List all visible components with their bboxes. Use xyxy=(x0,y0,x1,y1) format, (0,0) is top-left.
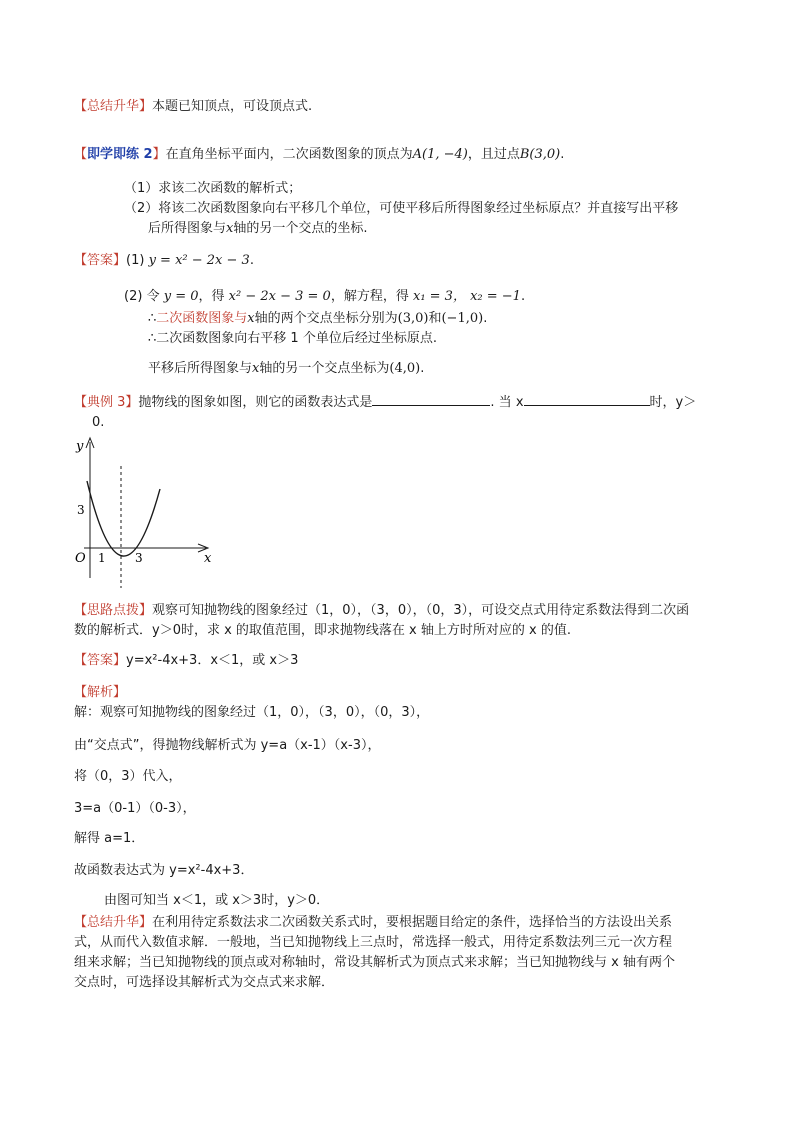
answer2-intersection-points: (3,0)和(−1,0) xyxy=(397,311,484,326)
answer2-l4-text-2: 轴的另一个交点坐标为 xyxy=(259,361,390,376)
hint-line-2: 数的解析式．y＞0时，求 x 的取值范围，即求抛物线落在 x 轴上方时所对应的 x 的值. xyxy=(74,623,571,638)
parabola-graph xyxy=(70,430,220,590)
answer2-line1 xyxy=(74,252,254,270)
example3-text-4: 0. xyxy=(92,415,105,430)
analysis-line-3: 将（0，3）代入， xyxy=(74,769,182,784)
practice-text-2: ，且过点 xyxy=(467,147,520,162)
y-intercept-label: 3 xyxy=(77,503,85,517)
answer2-l4-text-1: 平移后所得图象与 xyxy=(148,361,253,376)
practice-sub-question-2b xyxy=(148,220,368,238)
answer2-l4-x: x xyxy=(252,361,260,376)
therefore-symbol: ∴ xyxy=(148,331,157,346)
example3-text-3: 时，y＞ xyxy=(649,395,697,410)
answer-blank-expression[interactable] xyxy=(372,393,490,406)
answer3-text: y=x²-4x+3．x＜1，或 x＞3 xyxy=(126,653,299,668)
answer2-line3 xyxy=(148,310,487,328)
summary2-line-2: 式，从而代入数值求解．一般地，当已知抛物线上三点时，常选择一般式，用待定系数法列三元一次方程 xyxy=(74,935,673,950)
example3-tag: 【典例 3】 xyxy=(74,395,139,410)
answer2-line5 xyxy=(148,360,424,378)
point-b: B(3,0) xyxy=(519,147,561,162)
y-axis-label: y xyxy=(76,439,84,454)
answer3-line xyxy=(74,652,298,670)
answer2-l2-text-2: 轴的两个交点坐标分别为 xyxy=(254,311,398,326)
example3-text-1: 抛物线的图象如图，则它的函数表达式是 xyxy=(138,395,373,410)
hint-text-1: 观察可知抛物线的图象经过（1，0），（3，0），（0，3），可设交点式用待定系数法得到二次函 xyxy=(152,603,690,618)
answer2-eq-roots: x₁ = 3， x₂ = −1 xyxy=(412,289,521,304)
root-label-1: 1 xyxy=(98,551,106,565)
answer2-l4-end: . xyxy=(420,361,425,376)
q2b-text-2: 轴的另一个交点的坐标. xyxy=(233,221,368,236)
q2b-x: x xyxy=(226,221,234,236)
answer2-equation-1: y = x² − 2x − 3 xyxy=(148,253,250,268)
example3-text-2: . 当 x xyxy=(490,395,524,410)
summary-text: 本题已知顶点，可设顶点式. xyxy=(152,99,313,114)
answer2-l3-text: 二次函数图象向右平移 1 个单位后经过坐标原点. xyxy=(156,331,437,346)
practice-text-3: . xyxy=(560,147,565,162)
origin-label: O xyxy=(75,551,86,566)
summary2-line-3: 组来求解；当已知抛物线的顶点或对称轴时，常设其解析式为顶点式来求解；当已知抛物线与 x 轴有两个 xyxy=(74,955,675,970)
analysis-line-7: 由图可知当 x＜1，或 x＞3时，y＞0． xyxy=(104,893,330,908)
practice-sub-question-1: （1）求该二次函数的解析式； xyxy=(124,181,302,196)
analysis-line-1: 解：观察可知抛物线的图象经过（1，0），（3，0），（0，3）， xyxy=(74,705,430,720)
analysis-line-4: 3=a（0-1）（0-3）， xyxy=(74,801,196,816)
answer2-text-3: ，解方程，得 xyxy=(330,289,409,304)
answer-blank-range[interactable] xyxy=(524,393,650,406)
answer2-tag: 【答案】 xyxy=(74,253,127,268)
analysis-line-2: 由“交点式”，得抛物线解析式为 y=a（x-1）（x-3）， xyxy=(74,738,381,753)
summary2-text-1: 在利用待定系数法求二次函数关系式时，要根据题目给定的条件，选择恰当的方法设出关系 xyxy=(152,915,673,930)
answer2-eq-quadratic: x² − 2x − 3 = 0 xyxy=(228,289,331,304)
answer2-l2-x: x xyxy=(247,311,255,326)
answer2-l2-end: . xyxy=(483,311,488,326)
analysis-line-5: 解得 a=1． xyxy=(74,831,145,846)
summary2-line-4: 交点时，可选择设其解析式为交点式来求解． xyxy=(74,975,335,990)
answer2-text-2: ，得 xyxy=(198,289,225,304)
summary2-tag: 【总结升华】 xyxy=(74,915,153,930)
point-a: A(1, −4) xyxy=(412,147,468,162)
hint-line-1 xyxy=(74,602,689,620)
practice-sub-question-2a: （2）将该二次函数图象向右平移几个单位，可使平移后所得图象经过坐标原点？并直接写出平移 xyxy=(124,201,679,216)
practice-tag-close: 】 xyxy=(152,147,166,162)
answer2-text-1: 令 xyxy=(146,289,160,304)
therefore-symbol: ∴ xyxy=(148,311,157,326)
summary-tag: 【总结升华】 xyxy=(74,99,153,114)
answer2-line4 xyxy=(148,330,437,348)
answer2-label-1: (1) xyxy=(126,253,145,268)
practice-tag: 即学即练 2 xyxy=(87,147,153,162)
x-axis-label: x xyxy=(204,551,212,566)
analysis-tag: 【解析】 xyxy=(74,685,127,700)
parabola-curve xyxy=(87,481,160,556)
q2b-text-1: 后所得图象与 xyxy=(148,221,227,236)
practice-question-intro xyxy=(74,146,564,164)
answer2-translated-point: (4,0) xyxy=(389,361,421,376)
answer3-tag: 【答案】 xyxy=(74,653,127,668)
practice-text-1: 在直角坐标平面内，二次函数图象的顶点为 xyxy=(165,147,413,162)
answer2-line2 xyxy=(124,288,525,306)
hint-tag: 【思路点拨】 xyxy=(74,603,153,618)
answer2-label-2: (2) xyxy=(124,289,143,304)
summary-paragraph-1 xyxy=(74,98,312,116)
answer2-end-1: . xyxy=(249,253,254,268)
analysis-line-6: 故函数表达式为 y=x²-4x+3． xyxy=(74,863,254,878)
answer2-text-4: . xyxy=(520,289,526,304)
root-label-3: 3 xyxy=(135,551,143,565)
practice-tag-open: 【 xyxy=(74,147,88,162)
example3-question xyxy=(74,393,696,412)
answer2-l2-text-1: 二次函数图象与 xyxy=(156,311,248,326)
summary2-line-1 xyxy=(74,914,672,932)
answer2-eq-y0: y = 0 xyxy=(163,289,199,304)
